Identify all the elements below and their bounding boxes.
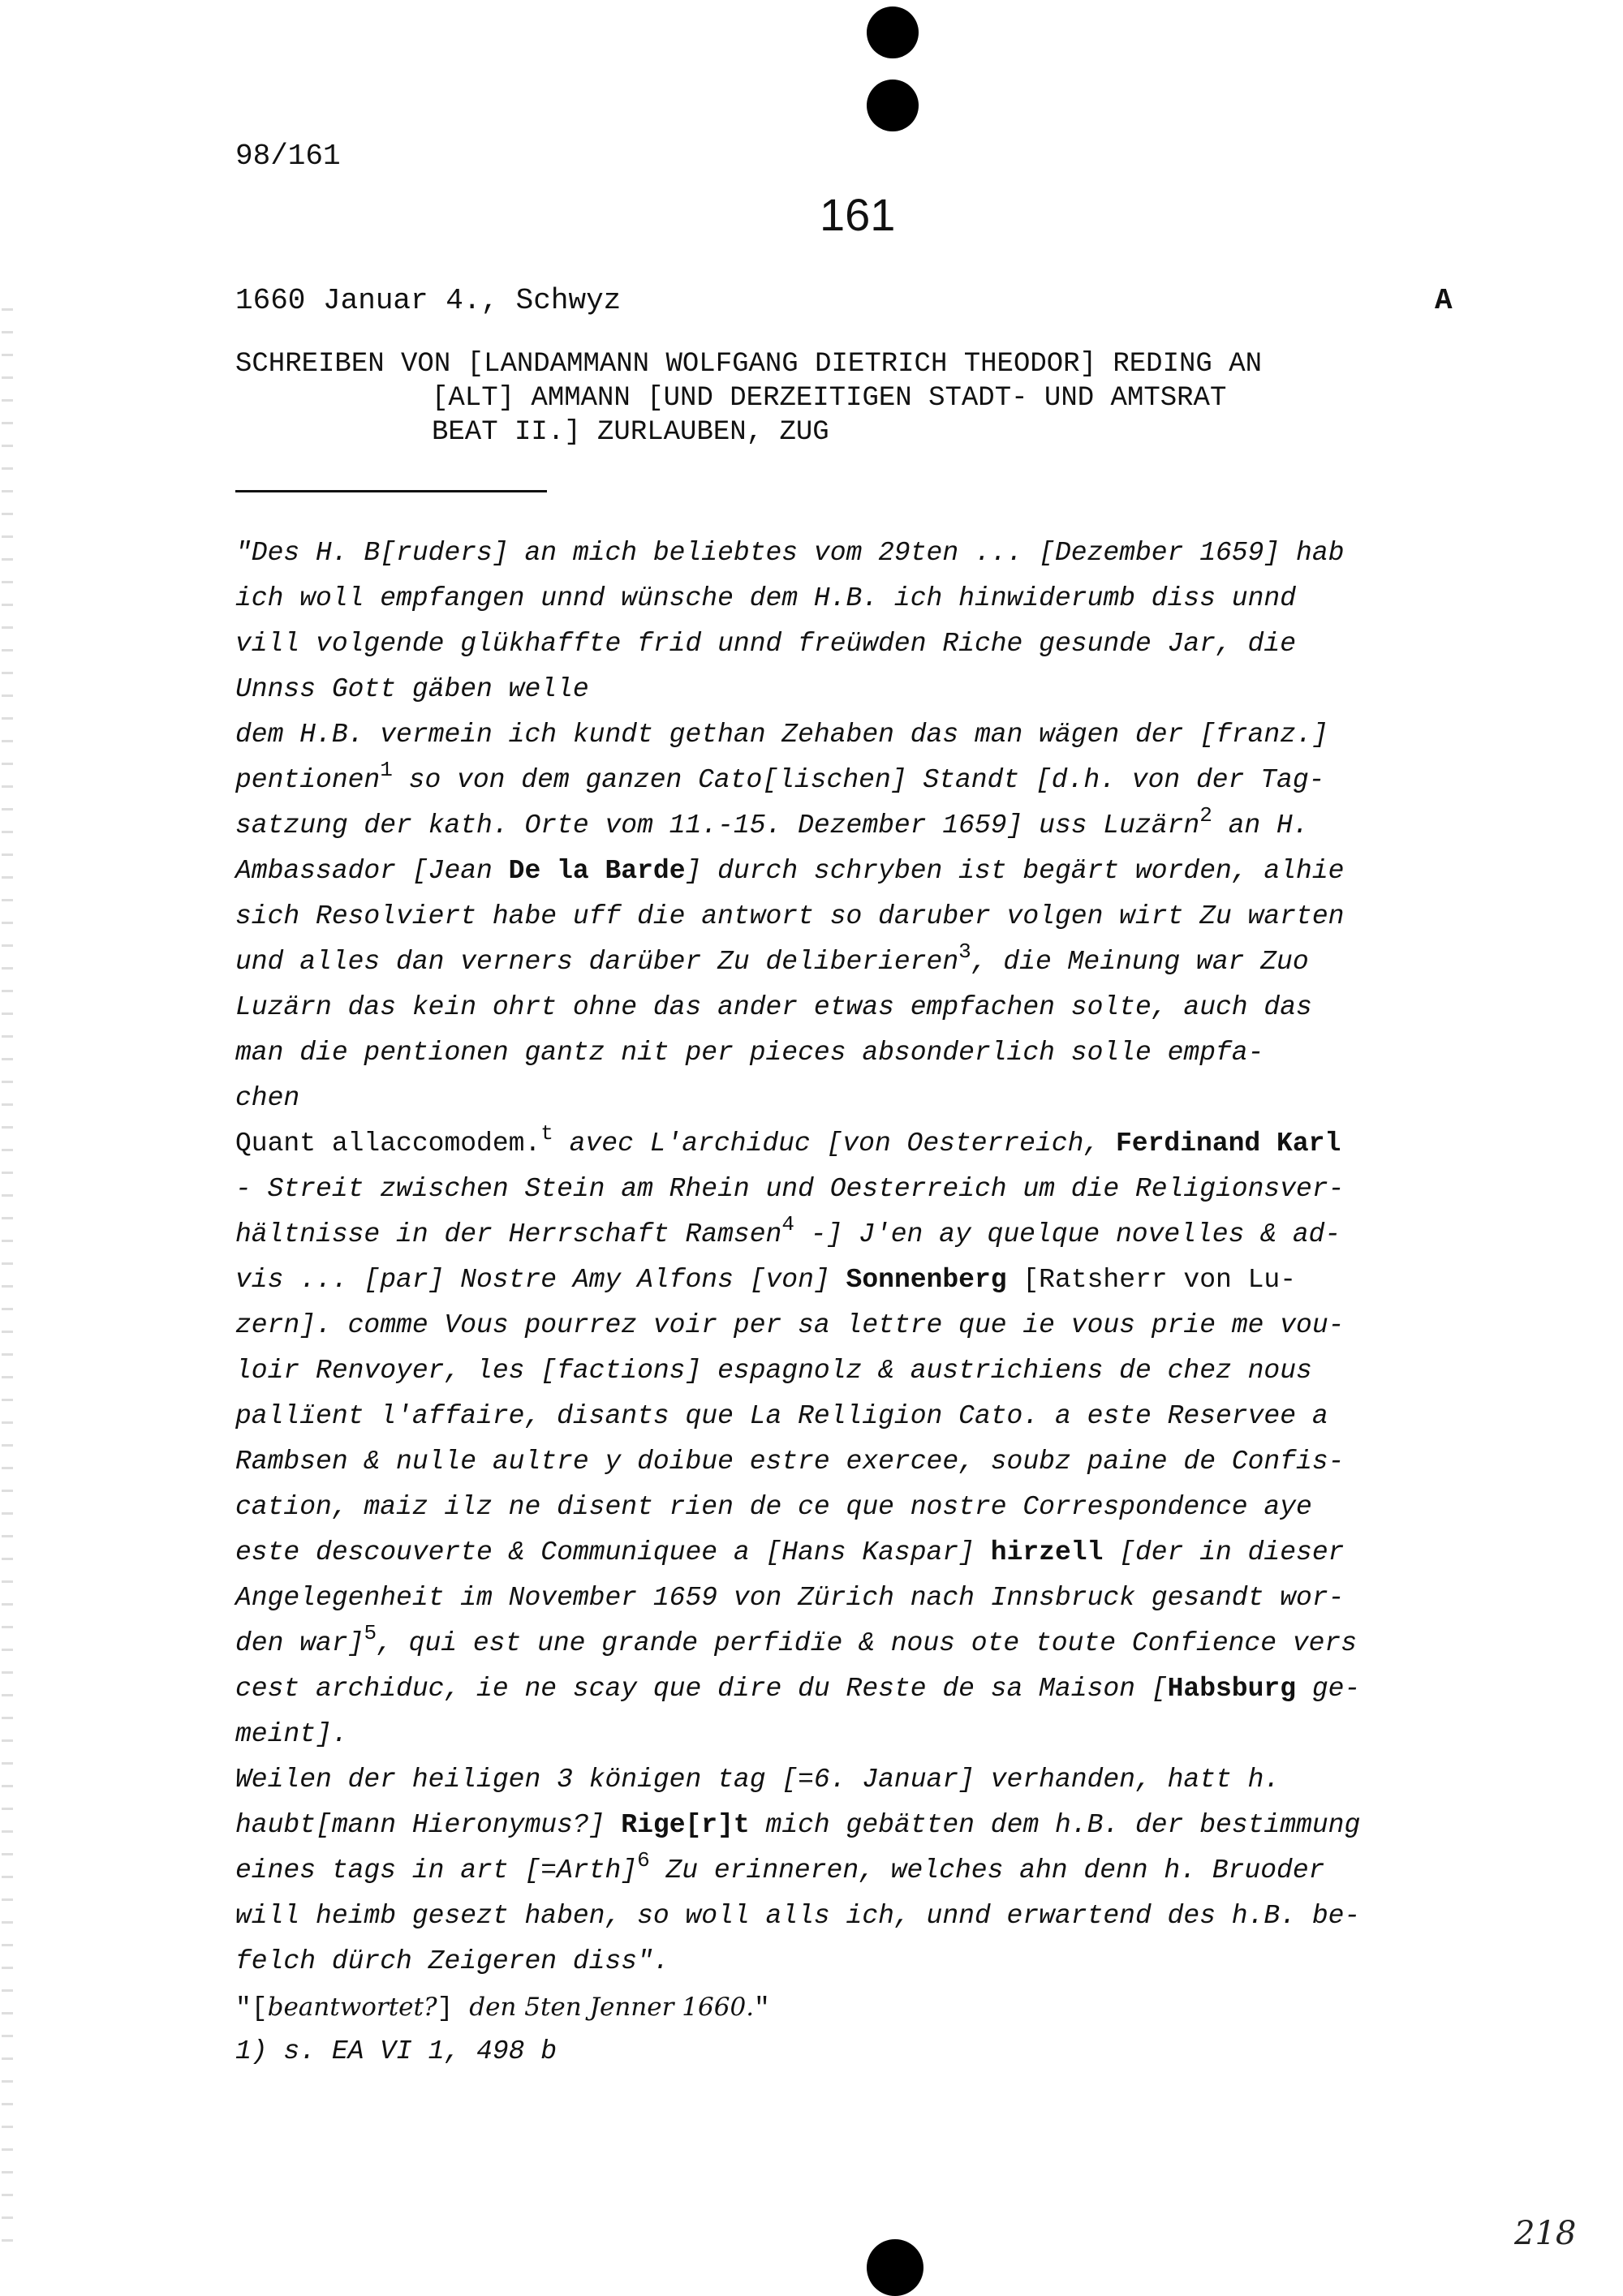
person-name: Rige[r]t <box>621 1810 750 1840</box>
text-line: man die pentionen gantz nit per pieces absonderlich solle empfa- <box>235 1038 1264 1068</box>
text-line: dem H.B. vermein ich kundt gethan Zehaben das man wägen der [franz.] <box>235 720 1328 750</box>
text-line: vill volgende glükhaffte frid unnd freüwden Riche gesunde Jar, die <box>235 629 1297 659</box>
text-line: sich Resolviert habe uff die antwort so daruber volgen wirt Zu warten <box>235 901 1345 931</box>
text-line: will heimb gesezt haben, so woll alls ich, unnd erwartend des h.B. be- <box>235 1901 1361 1931</box>
footnote-ref: 2 <box>1199 803 1212 828</box>
text-line: eines tags in art [=Arth]$^6$ Zu erinneren, welches ahn denn h. Bruoder <box>235 1848 1325 1885</box>
footnote-ref: 6 <box>637 1848 650 1872</box>
text-line: "Des H. B[ruders] an mich beliebtes vom 29ten ... [Dezember 1659] hab <box>235 538 1345 568</box>
text-line: den war]$^5$, qui est une grande perfidïe & nous ote toute Confience vers <box>235 1621 1358 1658</box>
heading-line: BEAT II.] ZURLAUBEN, ZUG <box>432 417 829 448</box>
footnote-1: 1) s. EA VI 1, 498 b <box>235 2036 558 2066</box>
text-line: pentionen$^1$ so von dem ganzen Cato[lischen] Standt [d.h. von der Tag- <box>235 758 1325 795</box>
letter-body <box>235 531 1485 2032</box>
reference-number: 98/161 <box>235 140 341 173</box>
person-name: Sonnenberg <box>846 1265 1007 1295</box>
text-line: Angelegenheit im November 1659 von Zürich nach Innsbruck gesandt wor- <box>235 1583 1345 1613</box>
text-line: vis ... [par] Nostre Amy Alfons [von] Sonnenberg [Ratsherr von Lu- <box>235 1265 1297 1295</box>
binding-marks <box>2 308 13 2255</box>
separator-rule <box>235 490 547 492</box>
text-line: Quant allaccomodem.$^t$ avec L'archiduc [von Oesterreich, Ferdinand Karl <box>235 1121 1341 1159</box>
text-line: ich woll empfangen unnd wünsche dem H.B. ich hinwiderumb diss unnd <box>235 583 1297 613</box>
dateline: 1660 Januar 4., Schwyz <box>235 284 622 317</box>
footnote-ref: 3 <box>958 939 971 964</box>
text-line: cest archiduc, ie ne scay que dire du Reste de sa Maison [Habsburg ge- <box>235 1674 1361 1704</box>
archive-folio-mark: 218 <box>1514 2215 1577 2252</box>
text-line: Weilen der heiligen 3 königen tag [=6. Januar] verhanden, hatt h. <box>235 1765 1281 1795</box>
text-line: chen <box>235 1083 300 1113</box>
punch-hole-top <box>867 6 919 58</box>
heading-line: [ALT] AMMANN [UND DERZEITIGEN STADT- UND AMTSRAT <box>432 383 1227 414</box>
heading-line: SCHREIBEN VON [LANDAMMANN WOLFGANG DIETRICH THEODOR] REDING AN <box>235 349 1263 380</box>
text-line: und alles dan verners darüber Zu deliberieren$^3$, die Meinung war Zuo <box>235 939 1309 977</box>
footnote-ref: 5 <box>364 1621 377 1645</box>
footnote-ref: 1 <box>380 758 393 782</box>
text-line: Luzärn das kein ohrt ohne das ander etwas empfachen solte, auch das <box>235 992 1312 1022</box>
text-line: este descouverte & Communiquee a [Hans Kaspar] hirzell [der in dieser <box>235 1537 1345 1567</box>
text-line: cation, maiz ilz ne disent rien de ce que nostre Correspondence aye <box>235 1492 1312 1522</box>
text-line: satzung der kath. Orte vom 11.-15. Dezember 1659] uss Luzärn$^2$ an H. <box>235 803 1309 841</box>
variant-marker: A <box>1435 284 1453 317</box>
person-name: hirzell <box>990 1537 1104 1567</box>
person-name: De la Barde <box>508 856 686 886</box>
text-line: pallïent l'affaire, disants que La Relligion Cato. a este Reservee a <box>235 1401 1328 1431</box>
text-line: Rambsen & nulle aultre y doibue estre exercee, soubz paine de Confis- <box>235 1447 1345 1477</box>
footnote-ref: 4 <box>781 1212 794 1236</box>
person-name: Ferdinand Karl <box>1116 1129 1341 1159</box>
page-number: 161 <box>820 189 896 240</box>
document-heading <box>235 347 1469 449</box>
punch-hole-second <box>867 80 919 131</box>
dynasty-name: Habsburg <box>1167 1674 1297 1704</box>
text-note-ref: t <box>540 1121 553 1146</box>
text-line: Unnss Gott gäben welle <box>235 674 589 704</box>
text-line: - Streit zwischen Stein am Rhein und Oesterreich um die Religionsver- <box>235 1174 1345 1204</box>
text-line: loir Renvoyer, les [factions] espagnolz & austrichiens de chez nous <box>235 1356 1312 1386</box>
text-line: hältnisse in der Herrschaft Ramsen$^4$ -] J'en ay quelque novelles & ad- <box>235 1212 1341 1249</box>
text-line: zern]. comme Vous pourrez voir per sa lettre que ie vous prie me vou- <box>235 1310 1345 1340</box>
dorsal-note: "[beantwortet?] den 5ten Jenner 1660." <box>235 1993 770 2023</box>
text-line: Ambassador [Jean De la Barde] durch schryben ist begärt worden, alhie <box>235 856 1345 886</box>
text-line: felch dürch Zeigeren diss". <box>235 1946 669 1976</box>
text-line: meint]. <box>235 1719 348 1749</box>
text-line: haubt[mann Hieronymus?] Rige[r]t mich gebätten dem h.B. der bestimmung <box>235 1810 1361 1840</box>
